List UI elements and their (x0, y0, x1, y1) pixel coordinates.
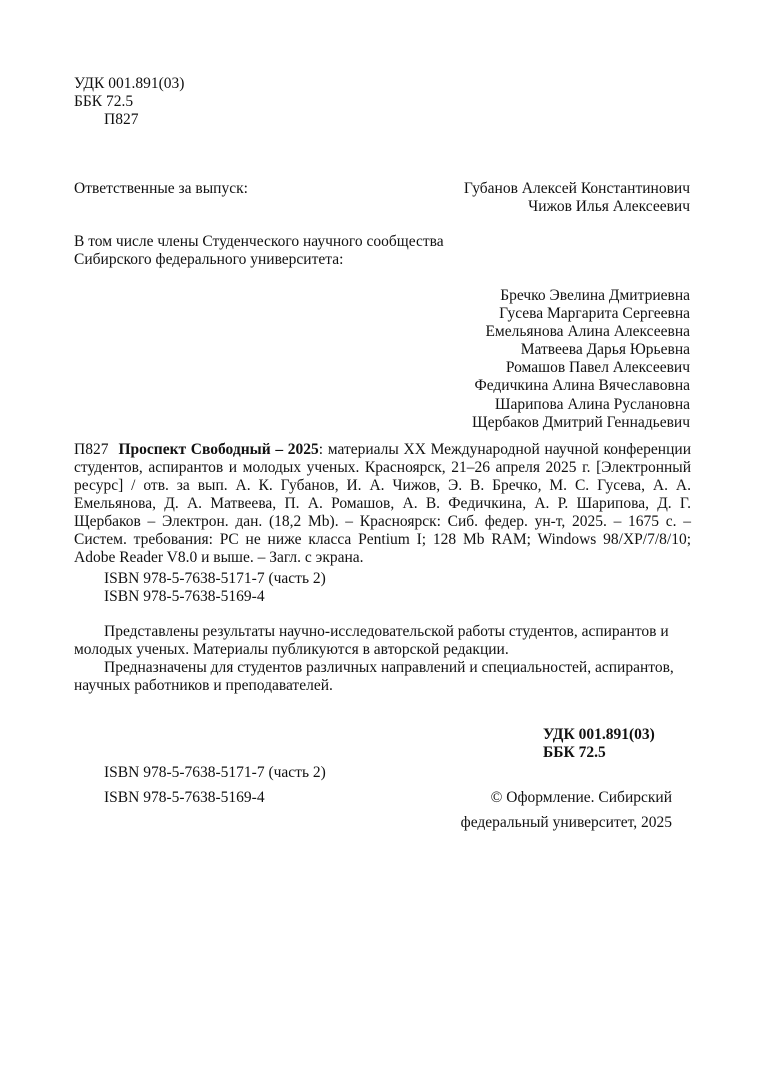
society-members-list (472, 287, 690, 432)
society-intro-line: В том числе члены Студенческого научного сообщества (74, 233, 444, 250)
member-name: Ромашов Павел Алексеевич (505, 359, 690, 377)
member-name: Матвеева Дарья Юрьевна (520, 341, 690, 359)
copyright-line: © Оформление. Сибирский (490, 789, 672, 806)
abstract-paragraph: Предназначены для студентов различных направлений и специальностей, аспирантов, научных работников и преподавателей. (74, 659, 674, 694)
member-name: Бречко Эвелина Дмитриевна (500, 287, 690, 304)
biblio-title: Проспект Свободный – 2025 (118, 441, 319, 458)
society-intro-line: Сибирского федерального университета: (74, 251, 344, 268)
member-name: Шарипова Алина Руслановна (494, 395, 690, 413)
copyright-line: федеральный университет, 2025 (460, 814, 672, 831)
member-name: Гусева Маргарита Сергеевна (499, 305, 690, 323)
udk-code: УДК 001.891(03) (74, 75, 185, 92)
footer-isbn: ISBN 978-5-7638-5169-4 (104, 789, 265, 806)
bibliographic-description (74, 441, 691, 567)
footer-isbn: ISBN 978-5-7638-5171-7 (часть 2) (104, 764, 326, 781)
biblio-text: : материалы XX Международной научной конференции студентов, аспирантов и молодых ученых. Красноярск, 21–26 апреля 2025 г. [Электронный ресурс] / отв. за вып. А. К. Губанов, И. А. Чижов, Э. В. Бречко, М. С. Гусева, А. А. Емельянова, Д. А. Матвеева, П. А. Ромашов, А. В. Федичкина, А. Р. Шарипова, Д. Г. Щербаков – Электрон. дан. (18,2 Mb). – Красноярск: Сиб. федер. ун-т, 2025. – 1675 с. – Систем. требования: PC не ниже класса Pentium I; 128 Mb RAM; Windows 98/XP/7/8/10; Adobe Reader V8.0 и выше. – Загл. с экрана. (74, 441, 691, 566)
author-mark: П827 (104, 111, 139, 128)
isbn-line: ISBN 978-5-7638-5171-7 (часть 2) (104, 570, 326, 587)
footer-bbk: ББК 72.5 (543, 744, 606, 761)
responsible-person: Чижов Илья Алексеевич (528, 198, 690, 215)
responsible-label: Ответственные за выпуск: (74, 180, 248, 197)
responsible-person: Губанов Алексей Константинович (463, 180, 690, 197)
isbn-line: ISBN 978-5-7638-5169-4 (104, 588, 265, 605)
member-name: Федичкина Алина Вячеславовна (474, 377, 690, 395)
footer-udk: УДК 001.891(03) (543, 726, 655, 743)
bbk-code: ББК 72.5 (74, 93, 134, 110)
biblio-code: П827 (74, 441, 109, 458)
abstract (74, 623, 678, 695)
member-name: Щербаков Дмитрий Геннадьевич (472, 413, 690, 431)
member-name: Емельянова Алина Алексеевна (485, 323, 690, 341)
abstract-paragraph: Представлены результаты научно-исследовательской работы студентов, аспирантов и молодых ученых. Материалы публикуются в авторской редакции. (74, 623, 669, 658)
isbn-block (104, 570, 326, 606)
